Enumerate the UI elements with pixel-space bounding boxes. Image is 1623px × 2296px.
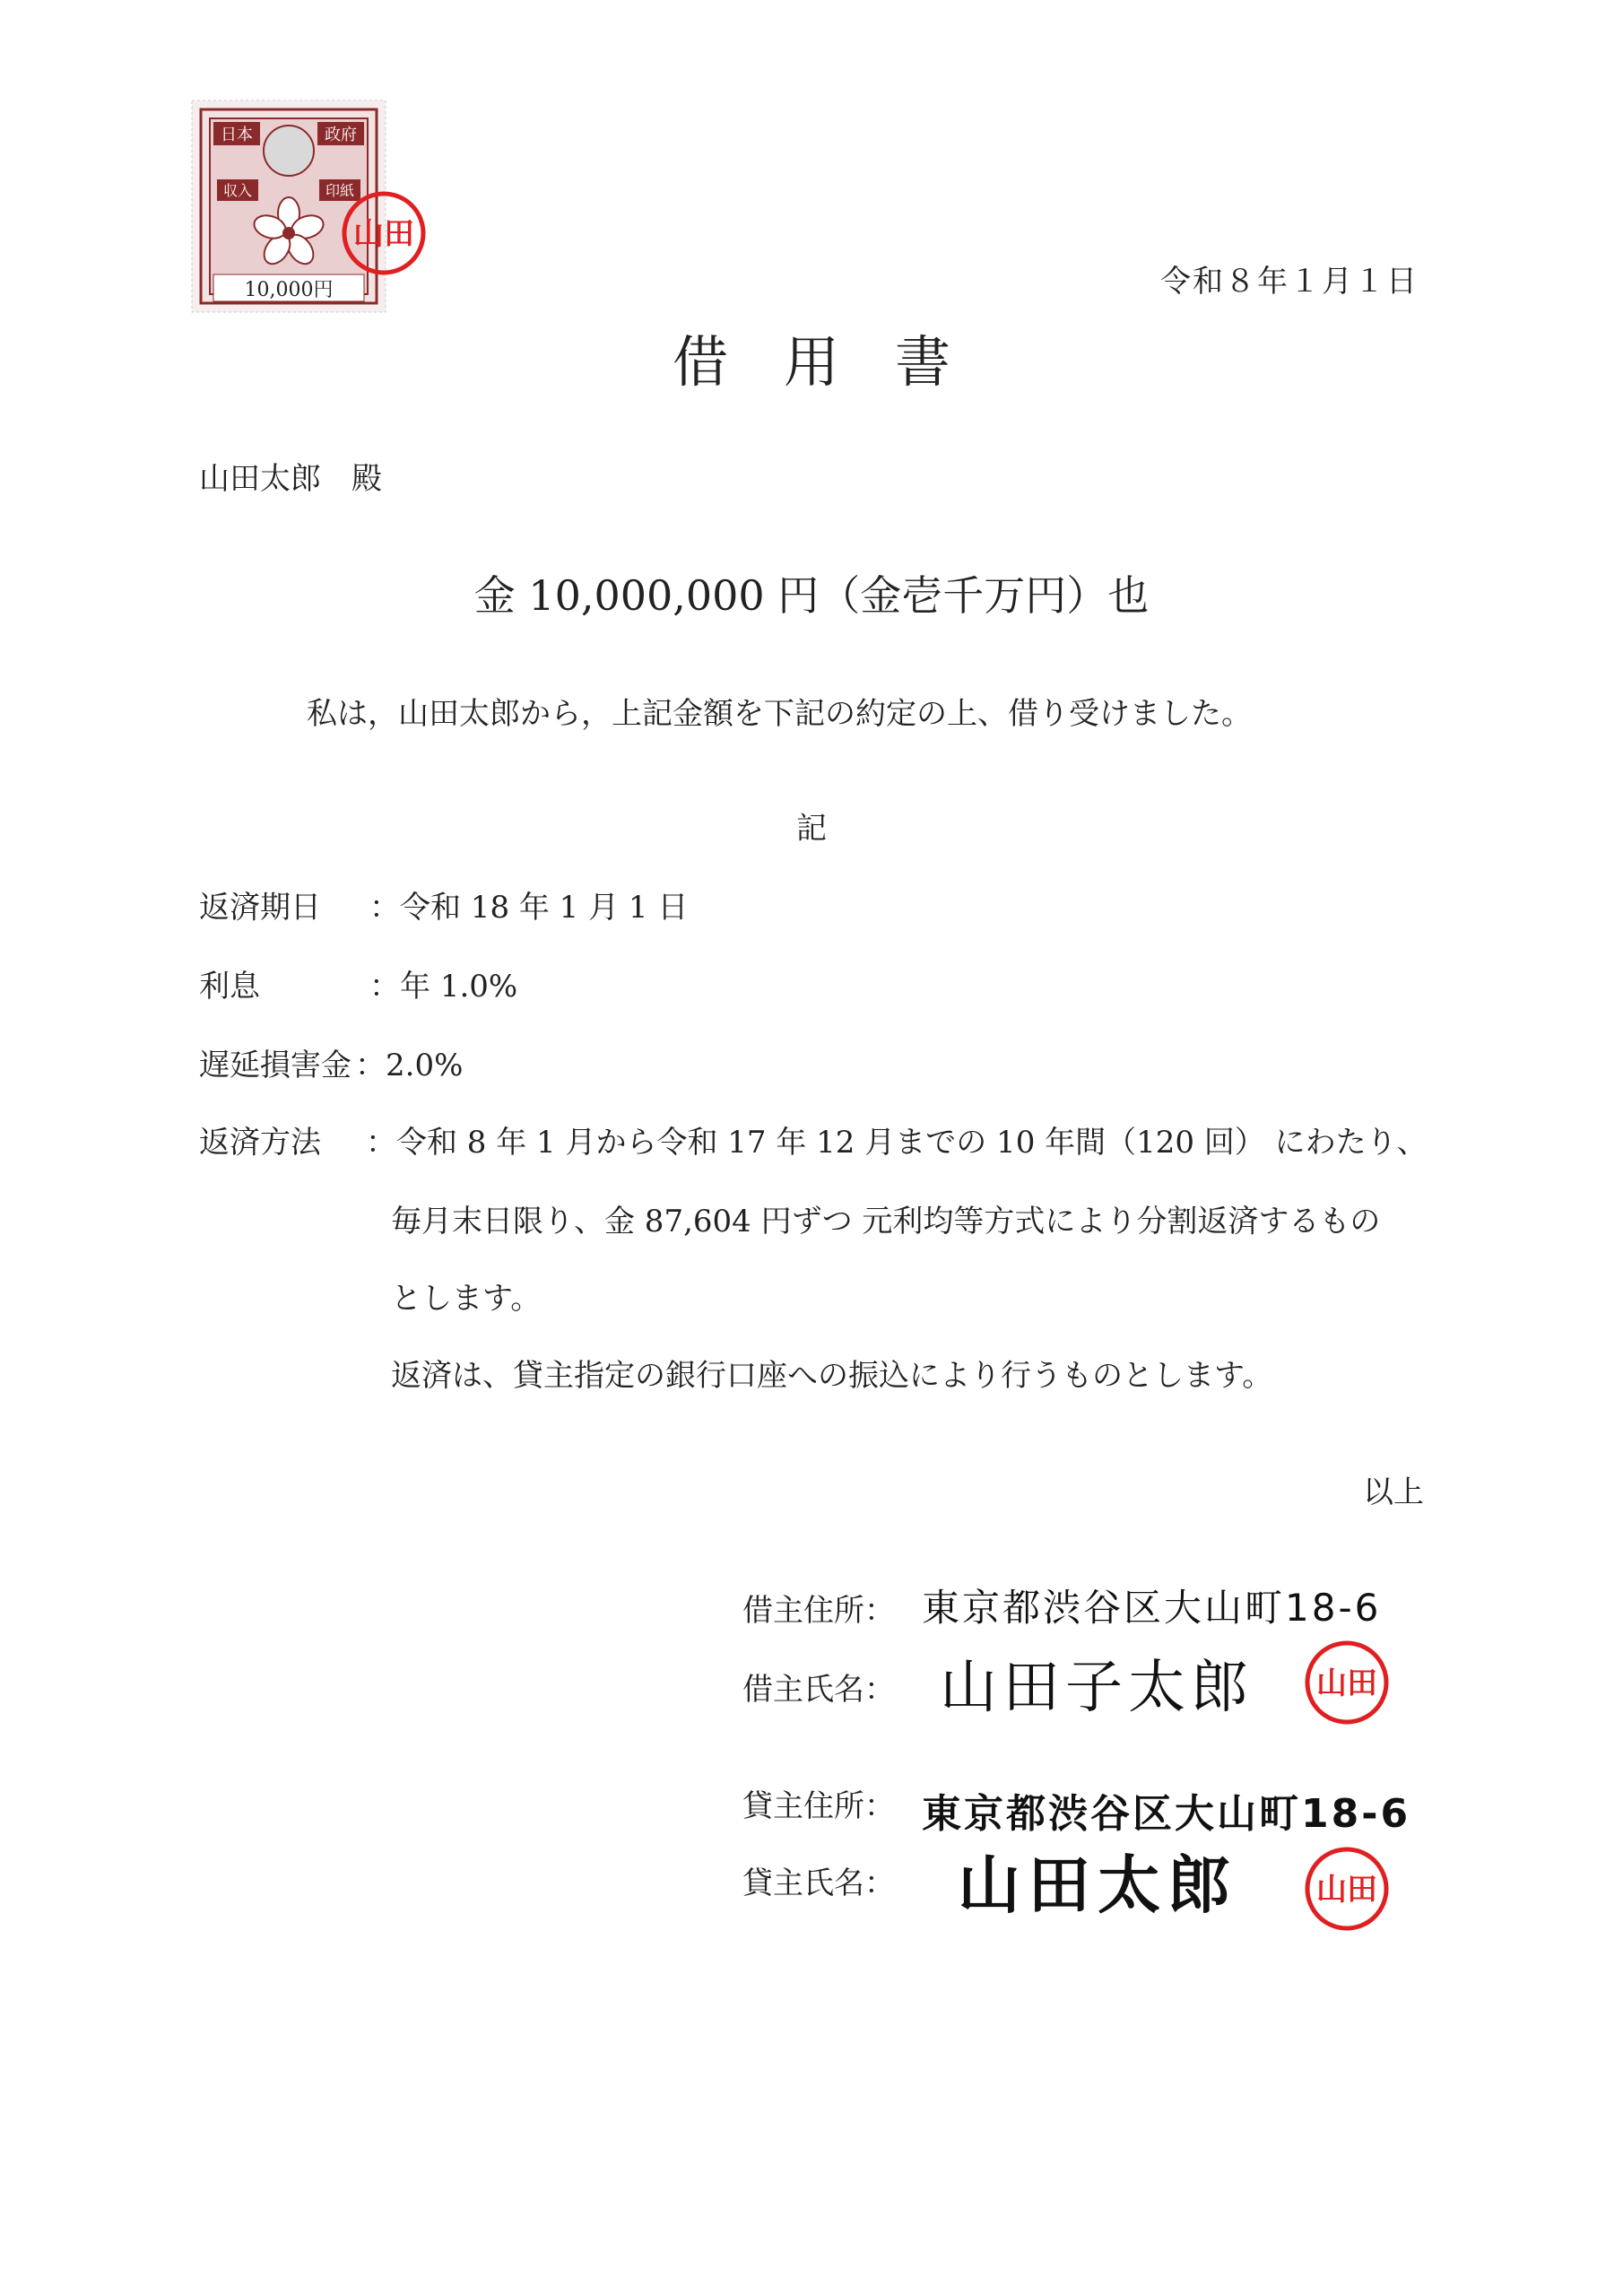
borrower-address: 東京都渋谷区大山町18-6 (922, 1586, 1382, 1630)
term-label-late-damages: 遅延損害金 (199, 1048, 352, 1083)
term-value-interest: ：年 1.0% (369, 969, 518, 1004)
lender-name-label: 貸主氏名： (742, 1866, 895, 1901)
stamp-mid-left-text: 収入 (222, 182, 253, 199)
stamp-top-left-text: 日本 (221, 126, 253, 144)
term-label-interest: 利息 (199, 969, 260, 1004)
lender-seal-text: 山田 (1316, 1872, 1377, 1908)
lender-address: 東京都渋谷区大山町18-6 (922, 1791, 1411, 1837)
repayment-method-line-2: 毎月末日限り、金 87,604 円ずつ 元利均等方式により分割返済するもの (391, 1204, 1381, 1239)
borrower-address-label: 借主住所： (742, 1593, 895, 1629)
term-value-late-damages: ：2.0% (355, 1048, 464, 1083)
ijou-closing: 以上 (1363, 1474, 1424, 1510)
stamp-seal (339, 188, 429, 278)
loan-amount: 金 10,000,000 円（金壱千万円）也 (473, 571, 1150, 620)
ki-heading: 記 (796, 811, 827, 847)
term-label-due-date: 返済期日 (199, 890, 321, 926)
lender-address-label: 貸主住所： (742, 1788, 895, 1824)
term-label-repayment-method: 返済方法 (199, 1125, 321, 1161)
term-value-due-date: ：令和 18 年 1 月 1 日 (369, 890, 689, 926)
repayment-method-line-4: 返済は、貸主指定の銀行口座への振込により行うものとします。 (391, 1358, 1273, 1394)
document-date: 令和８年１月１日 (1160, 264, 1419, 300)
repayment-method-line-3: とします。 (391, 1281, 542, 1317)
stamp-top-right-text: 政府 (325, 126, 357, 144)
lender-seal (1302, 1844, 1392, 1934)
borrower-seal (1302, 1638, 1392, 1727)
addressee: 山田太郎 殿 (199, 461, 382, 497)
page-title: 借 用 書 (672, 329, 950, 395)
term-value-repayment-method: ：令和 8 年 1 月から令和 17 年 12 月までの 10 年間（120 回） にわたり、 (366, 1125, 1428, 1161)
stamp-mid-right-text: 印紙 (325, 182, 355, 199)
stamp-value-text: 10,000円 (244, 279, 334, 301)
borrower-name-label: 借主氏名： (742, 1672, 895, 1708)
borrower-seal-text: 山田 (1316, 1665, 1377, 1701)
stamp-seal-text: 山田 (353, 216, 414, 252)
intro-sentence: 私は，山田太郎から，上記金額を下記の約定の上、借り受けました。 (307, 696, 1252, 732)
lender-name: 山田太郎 (958, 1848, 1237, 1922)
borrower-name: 山田子太郎 (940, 1655, 1254, 1721)
